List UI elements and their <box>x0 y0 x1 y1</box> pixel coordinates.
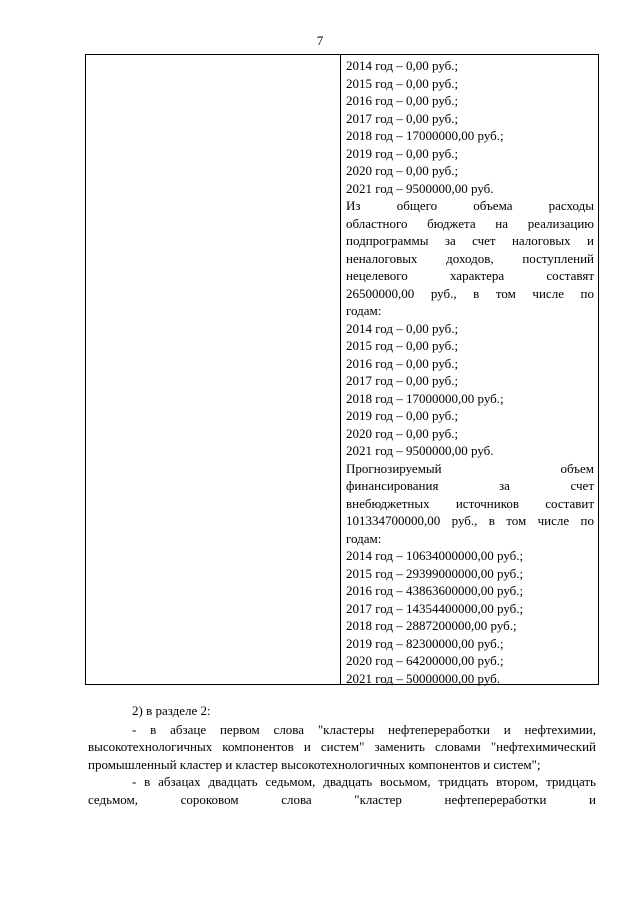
budget-paragraph-line: Из общего объема расходы <box>346 198 594 213</box>
year-amount-line: 2017 год – 0,00 руб.; <box>346 110 459 126</box>
financing-table <box>85 54 599 685</box>
year-amount-line: 2020 год – 0,00 руб.; <box>346 163 459 178</box>
year-amount-line: 2017 год – 14354400000,00 руб.; <box>346 600 524 616</box>
section-heading: 2) в разделе 2: <box>132 703 211 718</box>
year-amount-line: 2016 год – 43863600000,00 руб.; <box>346 583 524 598</box>
year-amount-line: 2021 год – 9500000,00 руб. <box>346 180 494 196</box>
year-amount-line: 2018 год – 17000000,00 руб.; <box>346 390 504 406</box>
year-amount-line: 2020 год – 64200000,00 руб.; <box>346 653 504 668</box>
amendment-item: - в абзацах двадцать седьмом, двадцать восьмом, тридцать втором, тридцать седьмом, сороковом слова "кластер нефтепереработки и <box>88 774 596 807</box>
forecast-paragraph-line: финансирования за счет <box>346 478 594 493</box>
forecast-paragraph-line: внебюджетных источников составит <box>346 495 594 511</box>
budget-paragraph-line: годам: <box>346 303 382 318</box>
year-amount-line: 2021 год – 9500000,00 руб. <box>346 443 494 458</box>
forecast-paragraph-line: годам: <box>346 530 382 546</box>
budget-paragraph-line: 26500000,00 руб., в том числе по <box>346 285 594 301</box>
year-amount-line: 2016 год – 0,00 руб.; <box>346 93 459 108</box>
year-amount-line: 2015 год – 29399000000,00 руб.; <box>346 565 524 581</box>
forecast-paragraph-line: 101334700000,00 руб., в том числе по <box>346 513 594 528</box>
year-amount-line: 2020 год – 0,00 руб.; <box>346 425 459 441</box>
year-amount-line: 2014 год – 10634000000,00 руб.; <box>346 548 524 563</box>
forecast-paragraph-line: Прогнозируемый объем <box>346 460 594 476</box>
budget-paragraph-line: неналоговых доходов, поступлений <box>346 250 594 266</box>
year-amount-line: 2014 год – 0,00 руб.; <box>346 320 459 336</box>
page-number: 7 <box>316 33 324 48</box>
year-amount-line: 2019 год – 82300000,00 руб.; <box>346 635 504 651</box>
year-amount-line: 2014 год – 0,00 руб.; <box>346 58 459 73</box>
amendment-item: - в абзаце первом слова "кластеры нефтепереработки и нефтехимии, высокотехнологичных компонентов и систем" заменить словами "нефтехимический промышленный кластер и кластер высокотехнологичных компонентов и систем"; <box>88 721 596 772</box>
year-amount-line: 2018 год – 2887200000,00 руб.; <box>346 618 517 633</box>
year-amount-line: 2015 год – 0,00 руб.; <box>346 75 459 91</box>
budget-paragraph-line: подпрограммы за счет налоговых и <box>346 233 594 248</box>
budget-paragraph-line: нецелевого характера составят <box>346 268 594 283</box>
document-body <box>88 702 596 808</box>
year-amount-line: 2019 год – 0,00 руб.; <box>346 408 459 423</box>
year-amount-line: 2018 год – 17000000,00 руб.; <box>346 128 504 143</box>
year-amount-line: 2015 год – 0,00 руб.; <box>346 338 459 353</box>
year-amount-line: 2017 год – 0,00 руб.; <box>346 373 459 388</box>
table-left-cell <box>86 55 341 684</box>
year-amount-line: 2016 год – 0,00 руб.; <box>346 355 459 371</box>
year-amount-line: 2019 год – 0,00 руб.; <box>346 145 459 161</box>
budget-paragraph-line: областного бюджета на реализацию <box>346 215 594 231</box>
table-right-cell <box>346 57 594 687</box>
year-amount-line: 2021 год – 50000000,00 руб. <box>346 670 501 686</box>
